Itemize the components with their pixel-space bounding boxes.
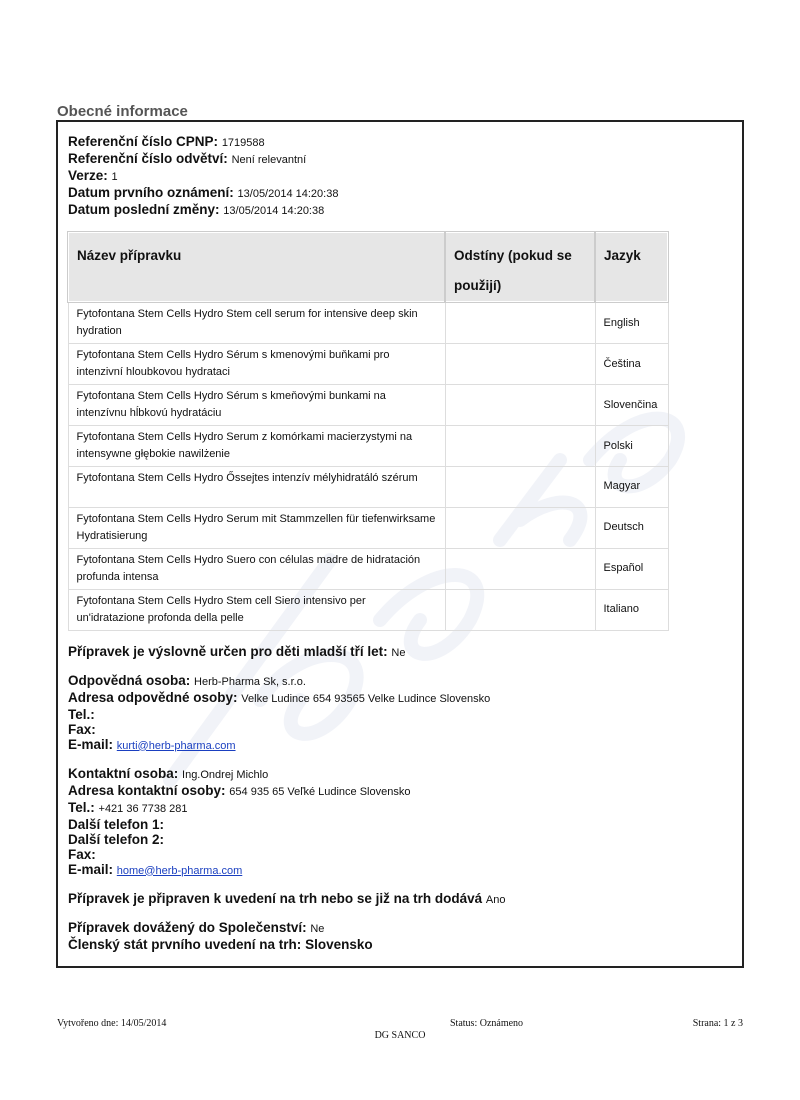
- cell-product-name: Fytofontana Stem Cells Hydro Stem cell serum for intensive deep skin hydration: [68, 302, 445, 344]
- product-names-table: [67, 231, 669, 631]
- import-field: Přípravek dovážený do Společenství: Ne: [68, 919, 325, 935]
- col-header-shade: Odstíny (pokud se použijí): [445, 232, 595, 302]
- cell-language: Magyar: [595, 467, 668, 508]
- responsible-person: Odpovědná osoba: Herb-Pharma Sk, s.r.o. Adresa odpovědné osoby: Velke Ludince 654 93565 Velke Ludince Slovensko Tel.: Fax: E-mail: kurti@herb-pharma.com: [68, 672, 491, 752]
- cell-language: Español: [595, 548, 668, 589]
- table-row: [68, 344, 668, 385]
- col-header-name: Název přípravku: [68, 232, 445, 302]
- cell-shade: [445, 507, 595, 548]
- cell-product-name: Fytofontana Stem Cells Hydro Stem cell Siero intensivo per un'idratazione profonda della pelle: [68, 589, 445, 630]
- cell-shade: [445, 426, 595, 467]
- table-row: [68, 385, 668, 426]
- field-version: Verze: 1: [68, 168, 118, 183]
- responsible-email-link[interactable]: kurti@herb-pharma.com: [116, 739, 236, 752]
- cell-language: Deutsch: [595, 507, 668, 548]
- footer-created: Vytvořeno dne: 14/05/2014: [57, 1018, 167, 1029]
- table-row: [68, 467, 668, 508]
- cell-shade: [445, 344, 595, 385]
- page-footer: [57, 1016, 743, 1046]
- table-row: [68, 507, 668, 548]
- cell-language: Čeština: [595, 344, 668, 385]
- cell-product-name: Fytofontana Stem Cells Hydro Serum z komórkami macierzystymi na intensywne głębokie nawilżenie: [68, 426, 445, 467]
- cell-shade: [445, 385, 595, 426]
- field-sector-ref: Referenční číslo odvětví: Není relevantní: [68, 151, 307, 166]
- children-field: Přípravek je výslovně určen pro děti mladší tří let: Ne: [68, 643, 406, 659]
- contact-person: Kontaktní osoba: Ing.Ondrej Michlo Adresa kontaktní osoby: 654 935 65 Veľké Ludince Slovensko Tel.: +421 36 7738 281 Další telefon 1: Další telefon 2: Fax: E-mail: home@herb-pharma.com: [68, 765, 411, 877]
- field-cpnp: Referenční číslo CPNP: 1719588: [68, 134, 265, 149]
- contact-email-link[interactable]: home@herb-pharma.com: [116, 864, 243, 877]
- table-row: [68, 548, 668, 589]
- cell-shade: [445, 302, 595, 344]
- member-state-field: Členský stát prvního uvedení na trh: Slovensko: [68, 936, 373, 952]
- cell-product-name: Fytofontana Stem Cells Hydro Sérum s kmeňovými bunkami na intenzívnu hĺbkovú hydratáciu: [68, 385, 445, 426]
- col-header-lang: Jazyk: [595, 232, 668, 302]
- general-info-box: [56, 120, 744, 968]
- footer-org: DG SANCO: [374, 1030, 426, 1041]
- cell-product-name: Fytofontana Stem Cells Hydro Suero con células madre de hidratación profunda intensa: [68, 548, 445, 589]
- cell-language: English: [595, 302, 668, 344]
- cell-shade: [445, 548, 595, 589]
- table-row: [68, 589, 668, 630]
- footer-status: Status: Oznámeno: [450, 1018, 524, 1029]
- section-title: Obecné informace: [57, 103, 188, 120]
- footer-page: Strana: 1 z 3: [692, 1018, 743, 1029]
- cell-shade: [445, 467, 595, 508]
- field-last-change: Datum poslední změny: 13/05/2014 14:20:38: [68, 202, 325, 217]
- field-first-notification: Datum prvního oznámení: 13/05/2014 14:20:38: [68, 185, 339, 200]
- header-fields: [68, 134, 732, 219]
- cell-language: Slovenčina: [595, 385, 668, 426]
- cell-product-name: Fytofontana Stem Cells Hydro Serum mit Stammzellen für tiefenwirksame Hydratisierung: [68, 507, 445, 548]
- cell-shade: [445, 589, 595, 630]
- table-row: [68, 426, 668, 467]
- cell-product-name: Fytofontana Stem Cells Hydro Sérum s kmenovými buňkami pro intenzivní hloubkovou hydrataci: [68, 344, 445, 385]
- cell-product-name: Fytofontana Stem Cells Hydro Őssejtes intenzív mélyhidratáló szérum: [68, 467, 445, 508]
- cell-language: Polski: [595, 426, 668, 467]
- table-row: [68, 302, 668, 344]
- cell-language: Italiano: [595, 589, 668, 630]
- market-field: Přípravek je připraven k uvedení na trh nebo se již na trh dodává Ano: [68, 890, 506, 906]
